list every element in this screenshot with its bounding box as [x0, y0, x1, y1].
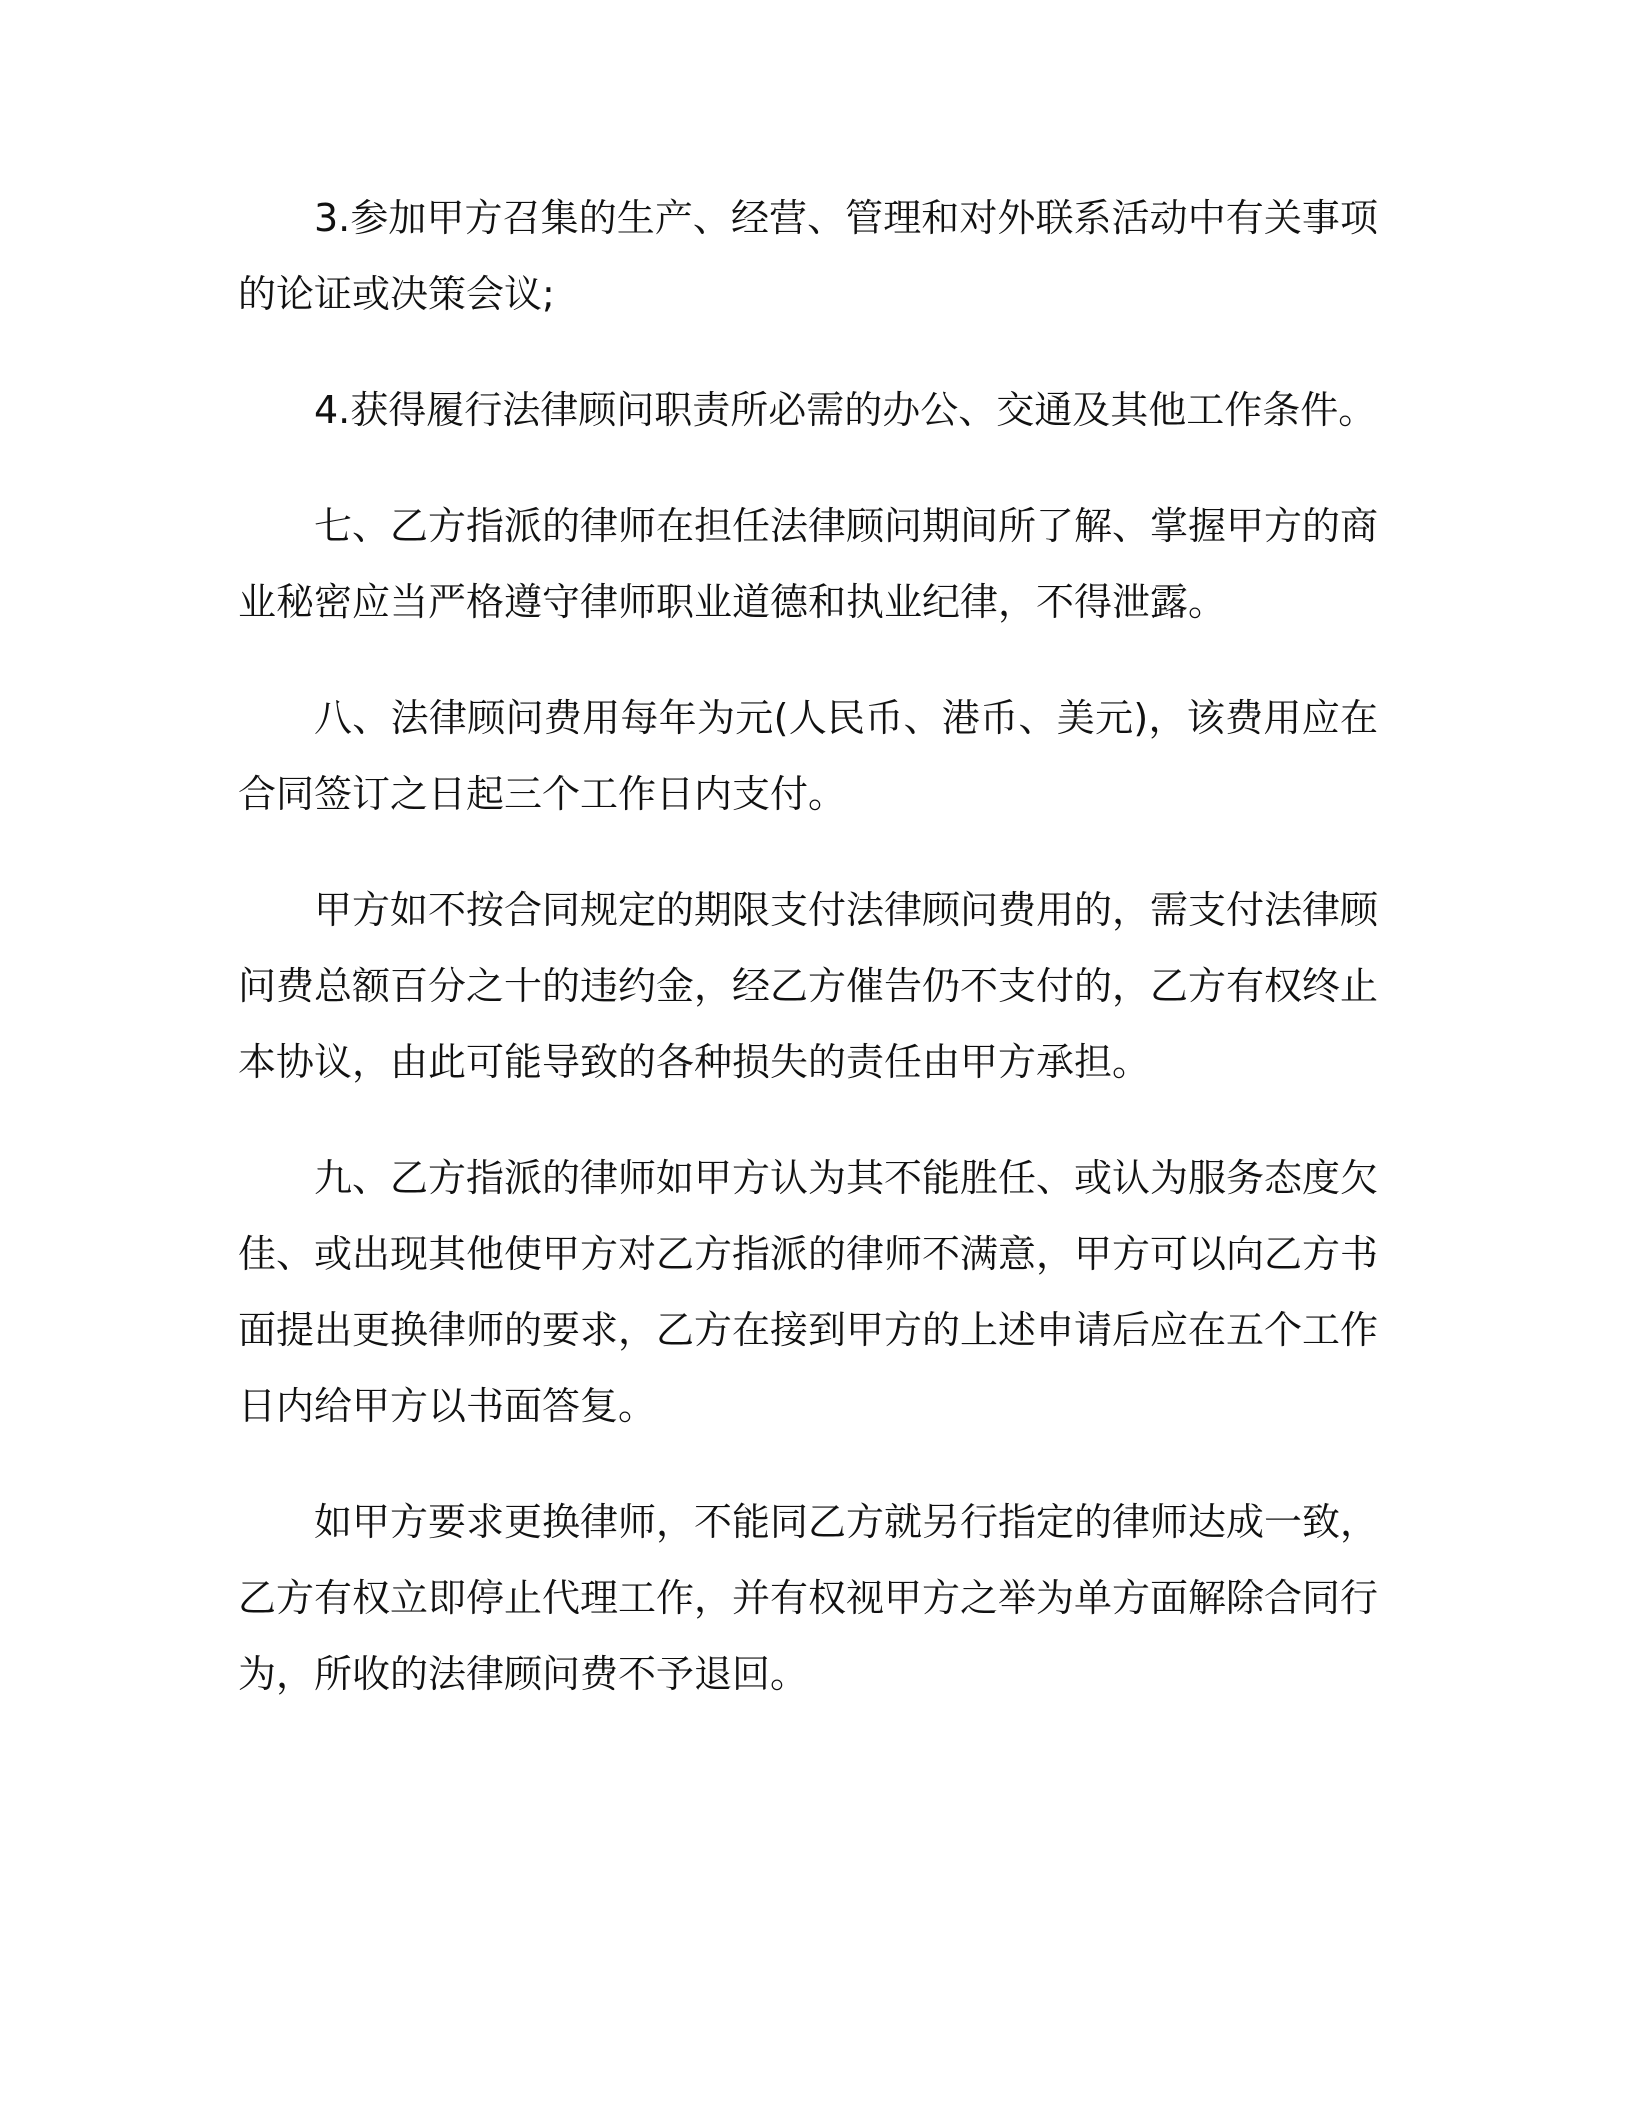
paragraph-late-payment: 甲方如不按合同规定的期限支付法律顾问费用的，需支付法律顾问费总额百分之十的违约金，经乙方催告仍不支付的，乙方有权终止本协议，由此可能导致的各种损失的责任由甲方承担。: [238, 888, 1379, 1084]
paragraph-article-8: 八、法律顾问费用每年为元(人民币、港币、美元)，该费用应在合同签订之日起三个工作日内支付。: [238, 696, 1378, 816]
document-body: [238, 180, 1378, 1752]
paragraph-article-7: 七、乙方指派的律师在担任法律顾问期间所了解、掌握甲方的商业秘密应当严格遵守律师职业道德和执业纪律，不得泄露。: [238, 504, 1379, 624]
paragraph-clause-3: 3.参加甲方召集的生产、经营、管理和对外联系活动中有关事项的论证或决策会议;: [238, 196, 1378, 316]
paragraph-lawyer-replacement: 如甲方要求更换律师，不能同乙方就另行指定的律师达成一致，乙方有权立即停止代理工作，并有权视甲方之举为单方面解除合同行为，所收的法律顾问费不予退回。: [238, 1500, 1379, 1696]
paragraph-article-9: 九、乙方指派的律师如甲方认为其不能胜任、或认为服务态度欠佳、或出现其他使甲方对乙方指派的律师不满意，甲方可以向乙方书面提出更换律师的要求，乙方在接到甲方的上述申请后应在五个工作日内给甲方以书面答复。: [238, 1156, 1379, 1428]
paragraph-clause-4: 4.获得履行法律顾问职责所必需的办公、交通及其他工作条件。: [314, 388, 1377, 432]
